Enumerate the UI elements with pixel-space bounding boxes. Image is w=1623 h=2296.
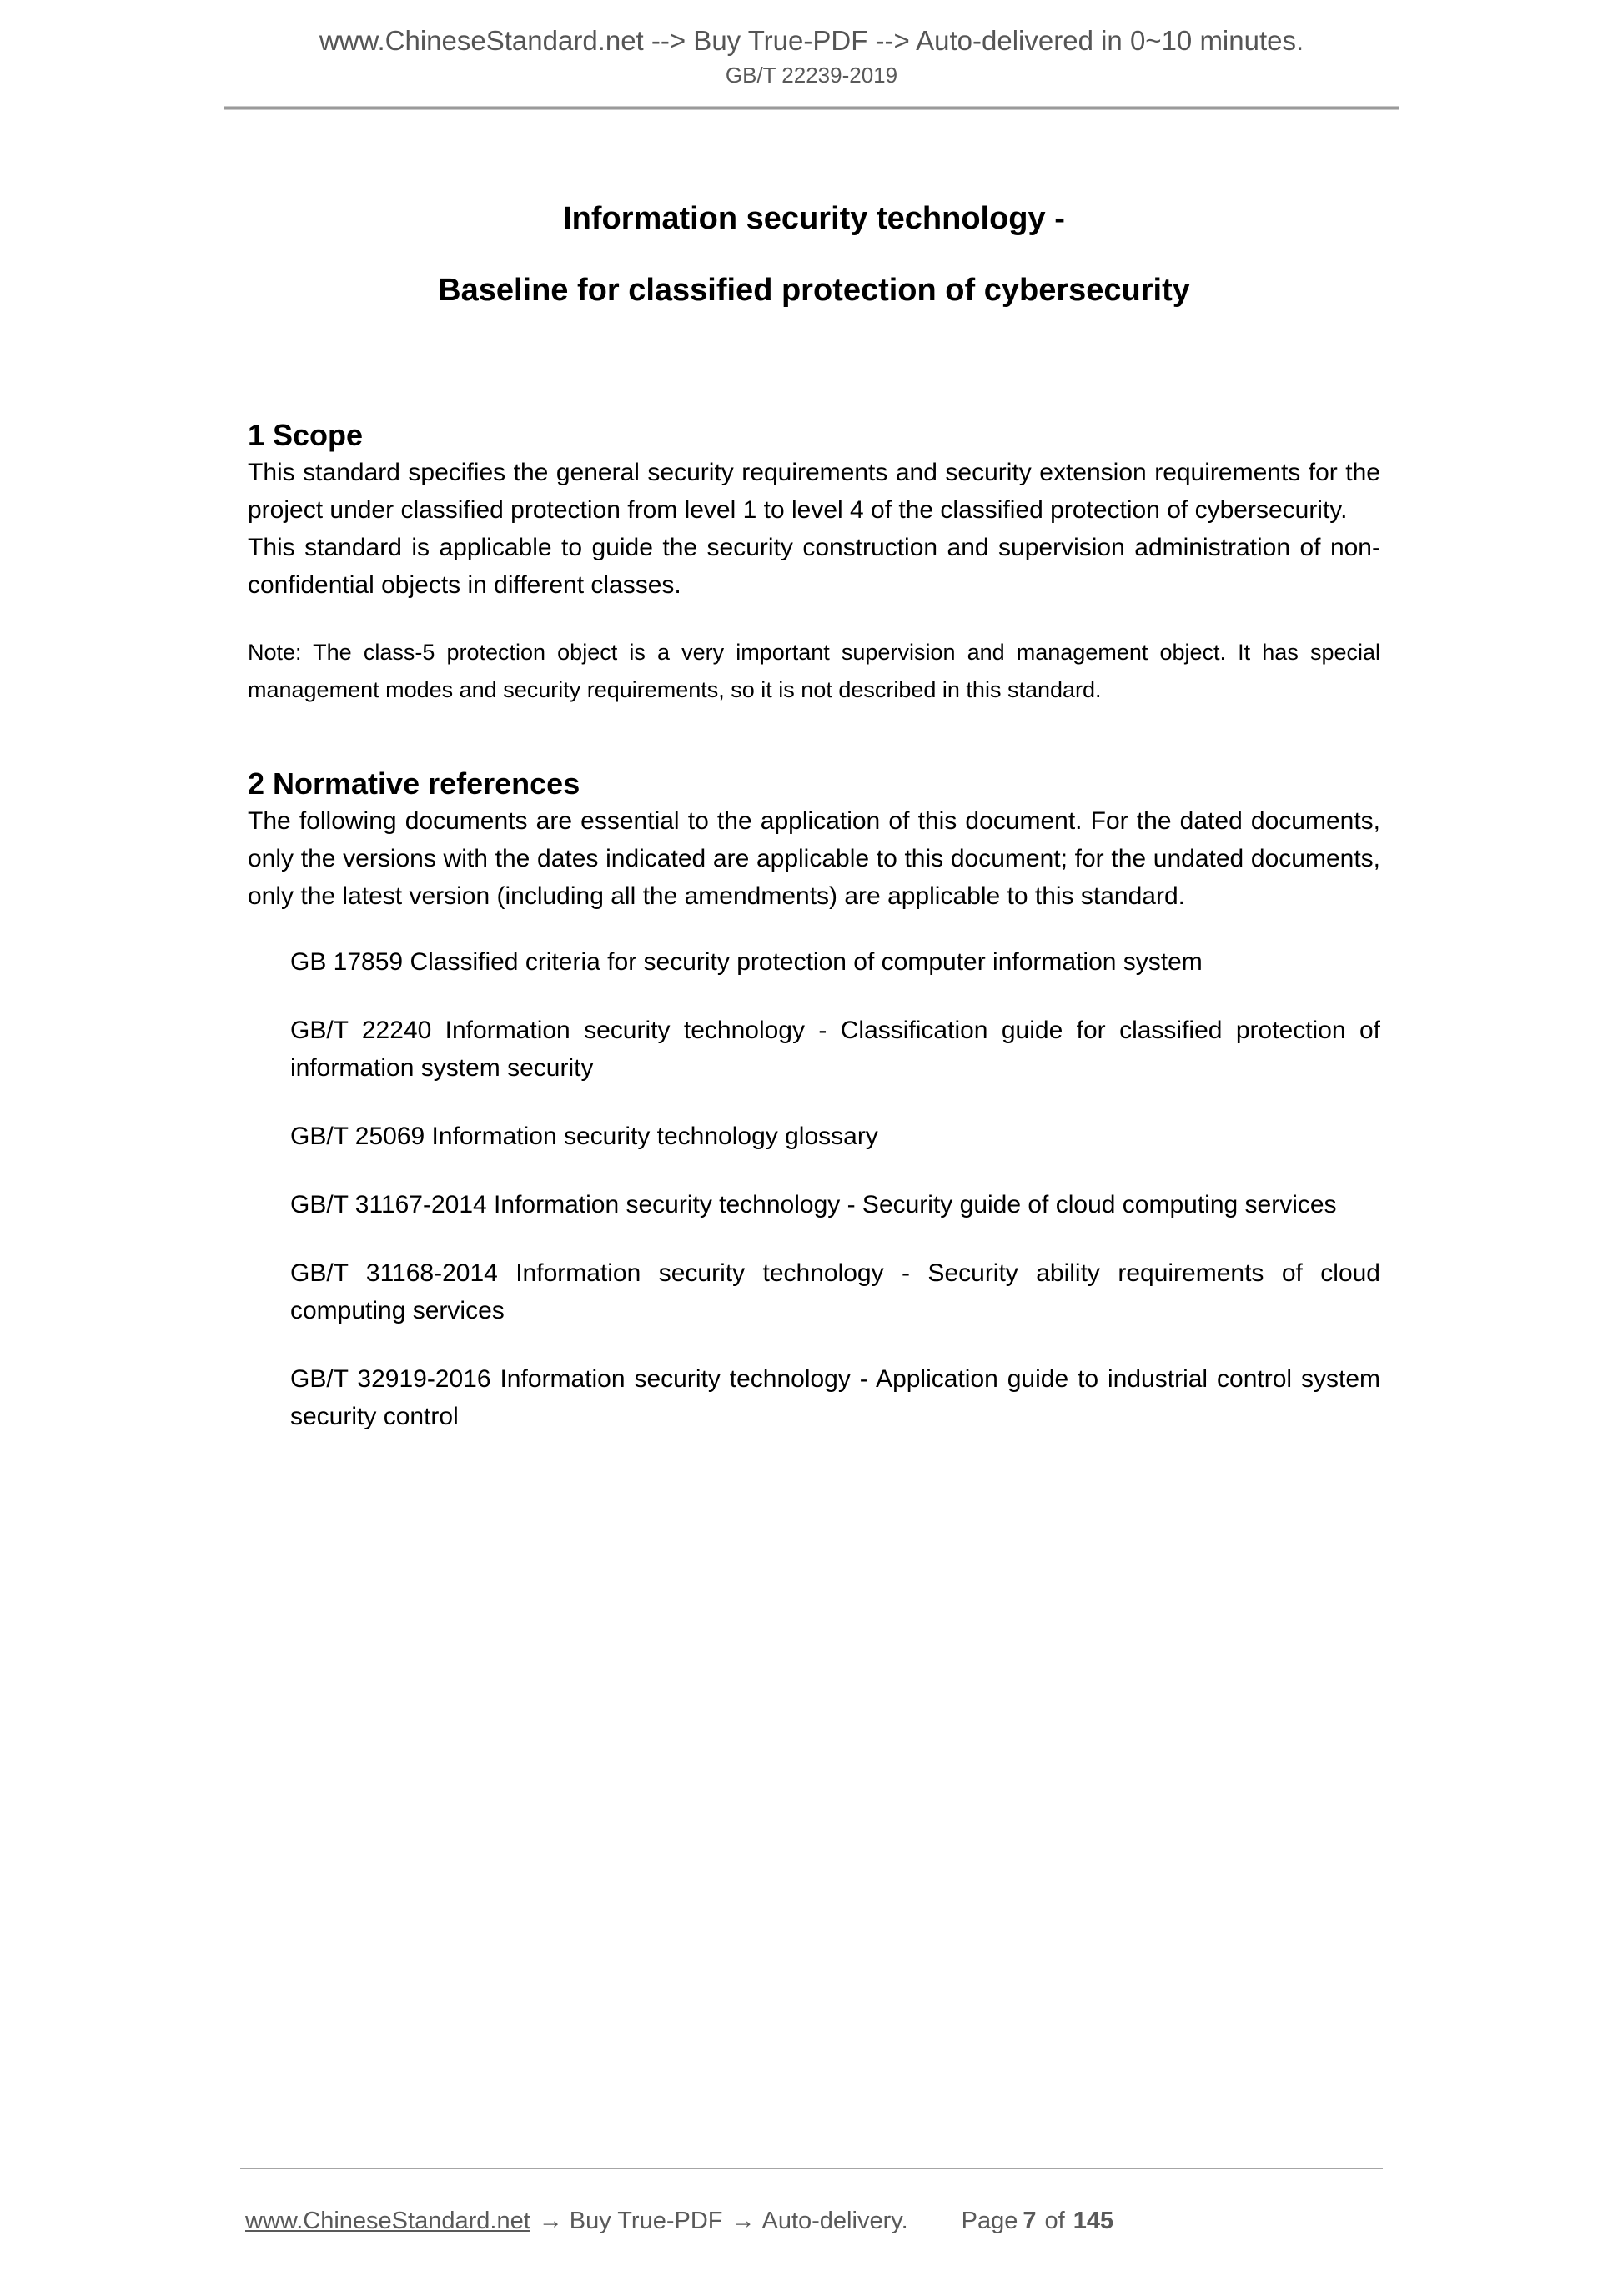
page-footer: [0, 2168, 1623, 2296]
section-normative-references: [248, 766, 1380, 1435]
scope-note: Note: The class-5 protection object is a very important supervision and management object. It has special management modes and security requirements, so it is not described in this standard.: [248, 640, 1380, 702]
list-item: GB/T 32919-2016 Information security technology - Application guide to industrial control system security control: [290, 1365, 1380, 1430]
footer-content: [245, 2206, 1378, 2236]
footer-total-pages: 145: [1073, 2208, 1114, 2234]
list-item: GB 17859 Classified criteria for security protection of computer information system: [290, 948, 1203, 976]
arrow-right-icon: →: [538, 2208, 563, 2234]
footer-page-label: Page: [961, 2208, 1018, 2234]
scope-paragraph-2: This standard is applicable to guide the security construction and supervision administration of non-confidential objects in different classes.: [248, 534, 1380, 599]
list-item: GB/T 31167-2014 Information security technology - Security guide of cloud computing services: [290, 1191, 1337, 1218]
list-item: GB/T 31168-2014 Information security technology - Security ability requirements of cloud computing services: [290, 1259, 1380, 1324]
section-scope: [248, 417, 1380, 709]
footer-page-info: [962, 2206, 1118, 2236]
footer-site-link[interactable]: www.ChineseStandard.net: [245, 2208, 530, 2234]
footer-divider: [240, 2168, 1383, 2169]
header-standard-number: GB/T 22239-2019: [725, 63, 898, 88]
list-item: GB/T 25069 Information security technology glossary: [290, 1123, 878, 1150]
arrow-right-icon-2: →: [731, 2208, 756, 2234]
header-watermark-text: www.ChineseStandard.net --> Buy True-PDF --> Auto-delivered in 0~10 minutes.: [319, 25, 1304, 56]
scope-paragraph-1: This standard specifies the general security requirements and security extension requirements for the project under classified protection from level 1 to level 4 of the classified protection of cybersecurity.: [248, 459, 1380, 524]
section-heading-scope: 1 Scope: [248, 418, 364, 452]
normative-reference-list: [248, 943, 1380, 1435]
page-header: [0, 0, 1623, 110]
document-title: [248, 192, 1380, 317]
footer-page-number: 7: [1023, 2208, 1037, 2234]
normative-references-intro: The following documents are essential to the application of this document. For the dated documents, only the versions with the dates indicated are applicable to this document; for the undated documents, only the latest version (including all the amendments) are applicable to this standard.: [248, 807, 1380, 910]
footer-delivery-text: Auto-delivery.: [761, 2208, 908, 2234]
list-item: GB/T 22240 Information security technology - Classification guide for classified protection of information system security: [290, 1017, 1380, 1082]
document-title-line-2: Baseline for classified protection of cybersecurity: [438, 273, 1190, 308]
footer-buy-text: Buy True-PDF: [569, 2208, 723, 2234]
header-divider: [224, 106, 1399, 110]
section-heading-normative-references: 2 Normative references: [248, 766, 580, 801]
document-content: [248, 192, 1380, 1435]
footer-of-label: of: [1044, 2208, 1065, 2234]
document-title-line-1: Information security technology -: [563, 201, 1065, 236]
